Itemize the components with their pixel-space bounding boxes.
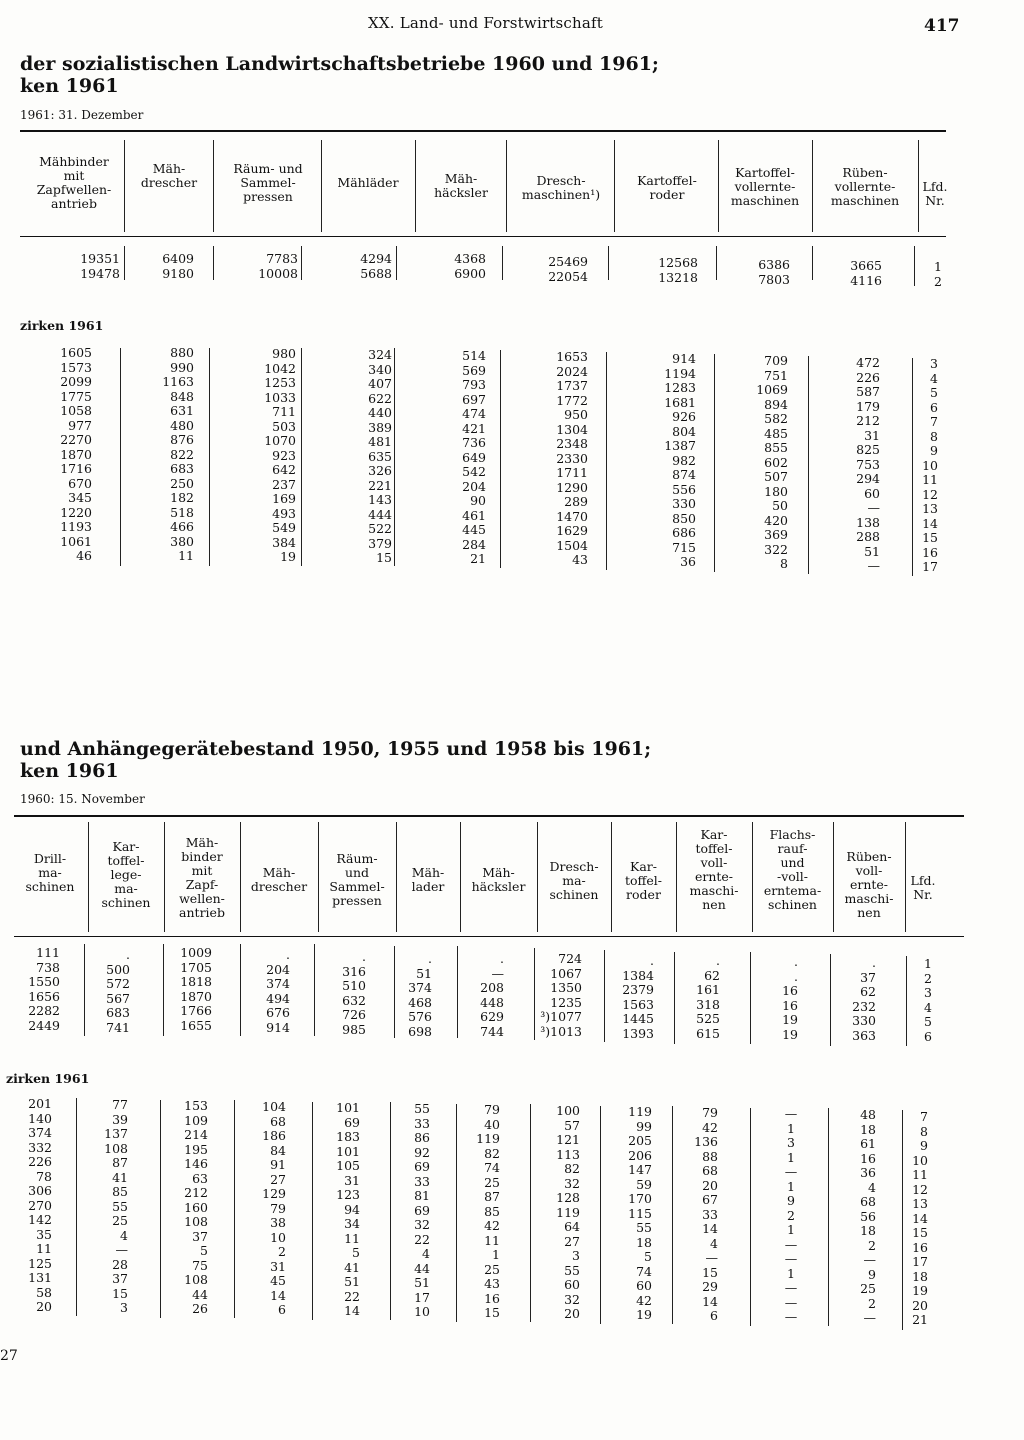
table2-district-col9: 119 99 205 206 147 59 170 115 55 18 5 74 60 42 19 xyxy=(628,1104,652,1322)
table1-header: Rüben- vollernte- maschinen xyxy=(830,165,900,208)
table1-header: Dresch- maschinen¹) xyxy=(521,173,601,202)
table2-header: Flachs- rauf- und -voll- erntema- schinen xyxy=(763,827,822,912)
table2-header: Kar- toffel- lege- ma- schinen xyxy=(101,839,151,910)
table2-header: Räum- und Sammel- pressen xyxy=(329,851,385,908)
table1-col-divider xyxy=(120,348,121,566)
table2-col-divider xyxy=(312,1102,313,1320)
table1-district-col9: 472 226 587 179 212 31 825 753 294 60 — 138 288 51 — xyxy=(856,355,880,573)
table2-header: Mäh- drescher xyxy=(250,865,308,894)
table2-col-divider xyxy=(457,946,458,1038)
table2-col-divider xyxy=(456,1104,457,1322)
table2-header: Rüben- voll- ernte- maschi- nen xyxy=(844,849,894,920)
table2-year-col13: 1 2 3 4 5 6 xyxy=(924,956,932,1044)
table2-year-col5: . 316 510 632 726 985 xyxy=(342,949,366,1037)
table1-col-divider xyxy=(213,246,214,280)
table1-col-divider xyxy=(124,246,125,280)
table2-col-divider xyxy=(672,1106,673,1324)
table2-year-col1: 111 738 1550 1656 2282 2449 xyxy=(28,945,60,1033)
table2-year-col7: . — 208 448 629 744 xyxy=(480,951,504,1039)
table2-col-divider xyxy=(390,1102,391,1320)
table1-district-col3: 980 1042 1253 1033 711 503 1070 923 642 237 169 493 549 384 19 xyxy=(264,346,296,564)
table1-header: Mähbinder mit Zapfwellen- antrieb xyxy=(36,154,112,211)
table1-col-divider xyxy=(506,140,507,232)
table1-header: Kartoffel- roder xyxy=(637,173,697,202)
table1-header: Kartoffel- vollernte- maschinen xyxy=(730,165,800,208)
table1-header-rule xyxy=(20,236,946,237)
table1-col-divider xyxy=(209,348,210,566)
table2-district-col12: 48 18 61 16 36 4 68 56 18 2 — 9 25 2 — xyxy=(860,1107,876,1325)
table1-col-divider xyxy=(718,140,719,232)
table2-district-col2: 77 39 137 108 87 41 85 55 25 4 — 28 37 15 3 xyxy=(104,1097,128,1315)
table2-col-divider xyxy=(676,822,677,932)
table2-col-divider xyxy=(828,1108,829,1326)
table2-col-divider xyxy=(160,1100,161,1318)
table1-col-divider xyxy=(500,350,501,568)
table1-col-divider xyxy=(608,246,609,280)
table1-year-col4: 4294 5688 xyxy=(360,251,392,281)
table2-district-col7: 79 40 119 82 74 25 87 85 42 11 1 25 43 16 15 xyxy=(476,1102,500,1320)
table2-col-divider xyxy=(460,822,461,932)
table1-col-divider xyxy=(502,246,503,280)
table1-top-rule xyxy=(20,130,946,132)
table2-col-divider xyxy=(537,822,538,932)
table2-col-divider xyxy=(674,952,675,1044)
table2-year-col12: . 37 62 232 330 363 xyxy=(852,955,876,1043)
table2-year-col4: . 204 374 494 676 914 xyxy=(266,947,290,1035)
table1-title-line2: ken 1961 xyxy=(20,75,119,97)
table1-year-col1: 19351 19478 xyxy=(80,251,120,281)
table2-title-line1: und Anhängegerätebestand 1950, 1955 und 1958 bis 1961; xyxy=(20,738,652,760)
table1-header: Räum- und Sammel- pressen xyxy=(233,161,303,204)
table2-district-col8: 100 57 121 113 82 32 128 119 64 27 3 55 60 32 20 xyxy=(556,1103,580,1321)
table2-col-divider xyxy=(76,1098,77,1316)
table1-year-col6: 25469 22054 xyxy=(548,254,588,284)
table2-col-divider xyxy=(530,1104,531,1322)
table2-district-col1: 201 140 374 332 226 78 306 270 142 35 11 125 131 58 20 xyxy=(28,1096,52,1314)
table2-header-rule xyxy=(14,936,964,937)
table2-district-col4: 104 68 186 84 91 27 129 79 38 10 2 31 45 14 6 xyxy=(262,1099,286,1317)
table2-year-col6: . 51 374 468 576 698 xyxy=(408,951,432,1039)
table2-header: Kar- toffel- roder xyxy=(624,859,663,902)
table1-district-col1: 1605 1573 2099 1775 1058 977 2270 1870 1716 670 345 1220 1193 1061 46 xyxy=(60,345,92,563)
table2-col-divider xyxy=(163,944,164,1036)
table1-year-col8: 6386 7803 xyxy=(758,257,790,287)
table2-year-col3: 1009 1705 1818 1870 1766 1655 xyxy=(180,945,212,1033)
table2-col-divider xyxy=(240,822,241,932)
table2-header: Lfd. Nr. xyxy=(910,873,936,902)
table1-section-label: zirken 1961 xyxy=(20,318,104,333)
table2-district-col3: 153 109 214 195 146 63 212 160 108 37 5 75 108 44 26 xyxy=(184,1098,208,1316)
table1-district-col2: 880 990 1163 848 631 480 876 822 683 250 182 518 466 380 11 xyxy=(162,345,194,563)
table1-col-divider xyxy=(812,140,813,232)
table2-col-divider xyxy=(318,822,319,932)
table1-col-divider xyxy=(912,358,913,576)
table1-col-divider xyxy=(301,246,302,280)
table2-col-divider xyxy=(164,822,165,932)
table1-year-col7: 12568 13218 xyxy=(658,255,698,285)
table1-col-divider xyxy=(614,140,615,232)
table2-district-col6: 55 33 86 92 69 33 81 69 32 22 4 44 51 17 10 xyxy=(414,1101,430,1319)
table2-year-col11: . . 16 16 19 19 xyxy=(782,954,798,1042)
table2-col-divider xyxy=(750,952,751,1044)
table2-district-col11: — 1 3 1 — 1 9 2 1 — — 1 — — — xyxy=(784,1106,798,1324)
table2-top-rule xyxy=(14,815,964,817)
table1-col-divider xyxy=(321,140,322,232)
table1-col-divider xyxy=(213,140,214,232)
table1-district-col5: 514 569 793 697 474 421 736 649 542 204 90 461 445 284 21 xyxy=(462,348,486,566)
table2-col-divider xyxy=(234,1100,235,1318)
table1-col-divider xyxy=(606,352,607,570)
table2-header: Mäh- binder mit Zapf- wellen- antrieb xyxy=(179,835,225,920)
table1-header: Mäh- drescher xyxy=(140,161,198,190)
table1-col-divider xyxy=(396,246,397,280)
table2-section-label: zirken 1961 xyxy=(6,1071,90,1086)
table1-col-divider xyxy=(301,348,302,566)
table1-col-divider xyxy=(914,246,915,286)
running-head: XX. Land- und Forstwirtschaft xyxy=(368,14,604,32)
table2-col-divider xyxy=(906,956,907,1046)
table2-col-divider xyxy=(752,822,753,932)
table2-col-divider xyxy=(88,822,89,932)
table1-district-col8: 709 751 1069 894 582 485 855 602 507 180 50 420 369 322 8 xyxy=(756,353,788,571)
table1-year-col3: 7783 10008 xyxy=(258,251,298,281)
table2-header: Drill- ma- schinen xyxy=(25,851,75,894)
table2-district-col13: 7 8 9 10 11 12 13 14 15 16 17 18 19 20 21 xyxy=(912,1109,928,1327)
page-number: 417 xyxy=(924,16,960,36)
table2-col-divider xyxy=(833,822,834,932)
table1-year-col10: 1 2 xyxy=(934,259,942,289)
table2-year-col2: . 500 572 567 683 741 xyxy=(106,947,130,1035)
table2-col-divider xyxy=(902,1110,903,1330)
table1-col-divider xyxy=(808,356,809,574)
table1-header: Mäh- häcksler xyxy=(434,171,488,200)
table2-col-divider xyxy=(750,1108,751,1326)
table1-header: Lfd. Nr. xyxy=(922,179,948,208)
table1-col-divider xyxy=(415,140,416,232)
table1-col-divider xyxy=(394,348,395,566)
table1-col-divider xyxy=(124,140,125,232)
table1-district-col4: 324 340 407 622 440 389 481 635 326 221 143 444 522 379 15 xyxy=(368,347,392,565)
table2-district-col10: 79 42 136 88 68 20 67 33 14 4 — 15 29 14 6 xyxy=(694,1105,718,1323)
table1-year-col2: 6409 9180 xyxy=(162,251,194,281)
table2-header: Mäh- lader xyxy=(411,865,445,894)
table2-year-col8: 724 1067 1350 1235 ³)1077 ³)1013 xyxy=(540,951,582,1039)
table2-title-line2: ken 1961 xyxy=(20,760,119,782)
table2-subtitle: 1960: 15. November xyxy=(20,792,145,806)
table2-header: Dresch- ma- schinen xyxy=(549,859,599,902)
table2-header: Kar- toffel- voll- ernte- maschi- nen xyxy=(689,827,739,912)
table2-col-divider xyxy=(604,950,605,1042)
table1-district-col6: 1653 2024 1737 1772 950 1304 2348 2330 1711 1290 289 1470 1629 1504 43 xyxy=(556,349,588,567)
table2-year-col10: . 62 161 318 525 615 xyxy=(696,953,720,1041)
table1-col-divider xyxy=(714,354,715,572)
table1-year-col9: 3665 4116 xyxy=(850,258,882,288)
table2-col-divider xyxy=(830,954,831,1046)
table2-col-divider xyxy=(84,944,85,1036)
table1-district-col10: 3 4 5 6 7 8 9 10 11 12 13 14 15 16 17 xyxy=(922,356,938,574)
table2-col-divider xyxy=(394,946,395,1038)
table2-district-col5: 101 69 183 101 105 31 123 94 34 11 5 41 51 22 14 xyxy=(336,1100,360,1318)
table2-col-divider xyxy=(396,822,397,932)
table1-col-divider xyxy=(716,246,717,280)
table2-col-divider xyxy=(314,944,315,1036)
table1-district-col7: 914 1194 1283 1681 926 804 1387 982 874 556 330 850 686 715 36 xyxy=(664,351,696,569)
table2-year-col9: . 1384 2379 1563 1445 1393 xyxy=(622,953,654,1041)
table1-subtitle: 1961: 31. Dezember xyxy=(20,108,144,122)
table1-header: Mähläder xyxy=(337,175,399,190)
table1-col-divider xyxy=(812,246,813,280)
table2-header: Mäh- häcksler xyxy=(471,865,526,894)
table2-col-divider xyxy=(600,1106,601,1324)
table1-year-col5: 4368 6900 xyxy=(454,251,486,281)
table2-col-divider xyxy=(611,822,612,932)
table2-col-divider xyxy=(240,944,241,1036)
table1-title-line1: der sozialistischen Landwirtschaftsbetriebe 1960 und 1961; xyxy=(20,53,659,75)
footer-page-fragment: 27 xyxy=(0,1348,18,1364)
